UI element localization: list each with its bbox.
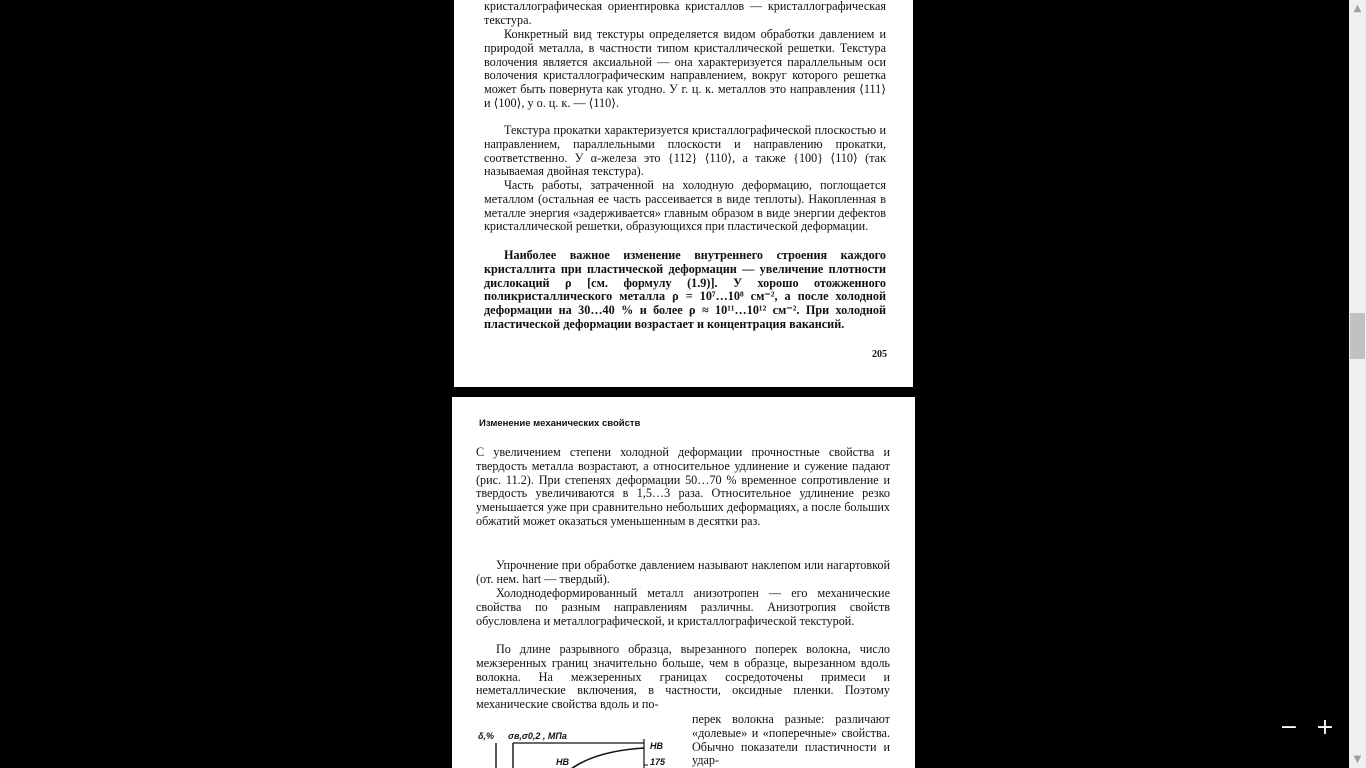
figure-tick-175: 175 — [650, 757, 666, 767]
scrollbar-thumb[interactable] — [1350, 313, 1365, 359]
document-page-206 — [452, 397, 915, 768]
figure-axis-label-sigma: σв,σ0,2 , МПа — [508, 731, 567, 741]
paragraph-longitudinal-transverse: перек волокна разные: различают «долевые» и «поперечные» свойства. Обычно показатели пластичности и удар- — [692, 712, 890, 768]
paragraph-work-absorbed: Часть работы, затраченной на холодную деформацию, поглощается металлом (остальная ее часть рассеивается в виде теплоты). Накопленная в металле энергия «задерживается» главным образом в виде энергии дефектов кристаллической решетки, образующихся при пластической деформации. — [484, 178, 886, 234]
figure-axis-label-delta: δ,% — [478, 731, 494, 741]
paragraph-fiber-direction: По длине разрывного образца, вырезанного поперек волокна, число межзеренных границ значительно больше, чем в образце, вырезанном вдоль волокна. На межзеренных границах сосредоточены примеси и неметаллические включения, в частности, оксидные пленки. Поэтому механические свойства вдоль и по- — [476, 642, 890, 712]
section-heading: Изменение механических свойств — [479, 418, 641, 429]
figure-hb-label: НВ — [650, 741, 663, 751]
vertical-scrollbar[interactable] — [1349, 0, 1366, 768]
page-number: 205 — [872, 349, 887, 360]
zoom-in-button[interactable]: + — [1315, 715, 1335, 740]
paragraph-work-hardening: Упрочнение при обработке давлением называют наклепом или нагартовкой (от. нем. hart — твердый). — [476, 558, 890, 586]
paragraph-cold-deformation: С увеличением степени холодной деформации прочностные свойства и твердость металла возрастают, а относительное удлинение и сужение падают (рис. 11.2). При степенях деформации 50…70 % временное сопротивление и твердость увеличиваются в 1,5…3 раза. Относительное удлинение резко уменьшается уже при сравнительно небольших деформациях, а после больших обжатий может оказаться уменьшенным в десятки раз. — [476, 445, 890, 528]
zoom-out-button[interactable]: − — [1279, 715, 1299, 740]
paragraph-texture-type: Конкретный вид текстуры определяется видом обработки давлением и природой металла, в частности типом кристаллической решетки. Текстура волочения является аксиальной — она характеризуется параллельным оси волочения кристаллографическим направлением, вокруг которого решетка может быть повернута как угодно. У г. ц. к. металлов это направления ⟨111⟩ и ⟨100⟩, у о. ц. к. — ⟨110⟩. — [484, 27, 886, 110]
scroll-down-arrow-icon[interactable]: ▼ — [1353, 754, 1362, 765]
scroll-up-arrow-icon[interactable]: ▲ — [1353, 3, 1362, 14]
paragraph-rolling-texture: Текстура прокатки характеризуется кристаллографической плоскостью и направлением, параллельными плоскости и направлению прокатки, соответственно. У α-железа это {112} ⟨110⟩, а также {100} ⟨110⟩ (так называемая двойная текстура). — [484, 123, 886, 179]
paragraph-anisotropy: Холоднодеформированный металл анизотропен — его механические свойства по разным направлениям различны. Анизотропия свойств обусловлена и металлографической, и кристаллографической текстурой. — [476, 586, 890, 628]
figure-graph — [476, 727, 676, 768]
figure-hb-curve-label: НВ — [556, 757, 569, 767]
paragraph-dislocation-density: Наиболее важное изменение внутреннего строения каждого кристаллита при пластической деформации — увеличение плотности дислокаций ρ [см. формулу (1.9)]. У хорошо отожженного поликристаллического металла ρ = 10⁷…10⁸ см⁻², а после холодной деформации на 30…40 % и более ρ ≈ 10¹¹…10¹² см⁻². При холодной пластической деформации возрастает и концентрация вакансий. — [484, 248, 886, 331]
paragraph-texture-intro: кристаллографическая ориентировка кристаллов — кристаллографическая текстура. — [484, 0, 886, 27]
figure-11-2 — [476, 727, 676, 768]
document-page-205 — [454, 0, 913, 387]
